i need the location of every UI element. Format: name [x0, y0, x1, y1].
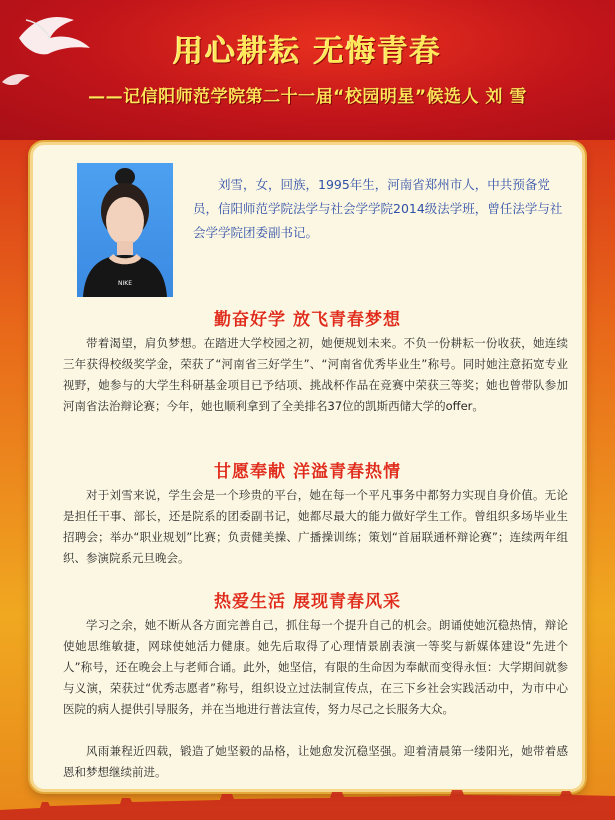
- section-dedication-paragraph: 对于刘雪来说，学生会是一个珍贵的平台，她在每一个平凡事务中都努力实现自身价值。无论是担任干事、部长，还是院系的团委副书记，她都尽最大的能力做好学生工作。曾组织多场毕业生招聘会；举办“职业规划”比赛；负责健美操、广播操训练；策划“首届联通杯辩论赛”；连续两年组织、参演院系元旦晚会。: [63, 488, 568, 565]
- section-life-paragraph: 学习之余，她不断从各方面完善自己，抓住每一个提升自己的机会。朗诵使她沉稳热情，辩论使她思维敏捷，网球使她活力健康。她先后取得了心理情景剧表演一等奖与新媒体建设“先进个人”称号，还在晚会上与老师合诵。此外，她坚信，有限的生命因为奉献而变得永恒：大学期间就参与义演，荣获过“优秀志愿者”称号，组织设立过法制宣传点，在三下乡社会实践活动中，为市中心医院的病人提供引导服务，并在当地进行普法宣传，努力尽己之长服务大众。: [63, 618, 568, 716]
- content-panel: [30, 142, 585, 792]
- svg-text:NIKE: NIKE: [118, 280, 132, 287]
- header-banner: [0, 0, 615, 140]
- section-study-paragraph: 带着渴望，肩负梦想。在踏进大学校园之初，她便规划未来。不负一份耕耘一份收获，她连续三年获得校级奖学金，荣获了“河南省三好学生”、“河南省优秀毕业生”称号。同时她注意拓宽专业视野，她参与的大学生科研基金项目已予结项、挑战杯作品在竞赛中荣获三等奖；她也曾带队参加河南省法治辩论赛；今年，她也顺利拿到了全美排名37位的凯斯西储大学的offer。: [63, 336, 568, 413]
- section-life-closing-paragraph: 风雨兼程近四载，锻造了她坚毅的品格，让她愈发沉稳坚强。迎着清晨第一缕阳光，她带着感恩和梦想继续前进。: [63, 744, 568, 779]
- portrait-photo: [77, 163, 173, 297]
- section-heading-study: 勤奋好学 放飞青春梦想: [214, 310, 401, 330]
- section-heading-dedication: 甘愿奉献 洋溢青春热情: [214, 462, 401, 482]
- page-subtitle: ——记信阳师范学院第二十一届“校园明星”候选人 刘 雪: [88, 87, 527, 107]
- great-wall-decoration: [0, 780, 615, 820]
- profile-intro: 刘雪，女，回族，1995年生，河南省郑州市人，中共预备党员，信阳师范学院法学与社会学学院2014级法学班，曾任法学与社会学学院团委副书记。: [193, 177, 563, 240]
- section-heading-life: 热爱生活 展现青春风采: [214, 592, 401, 612]
- page-title: 用心耕耘 无悔青春: [173, 34, 442, 69]
